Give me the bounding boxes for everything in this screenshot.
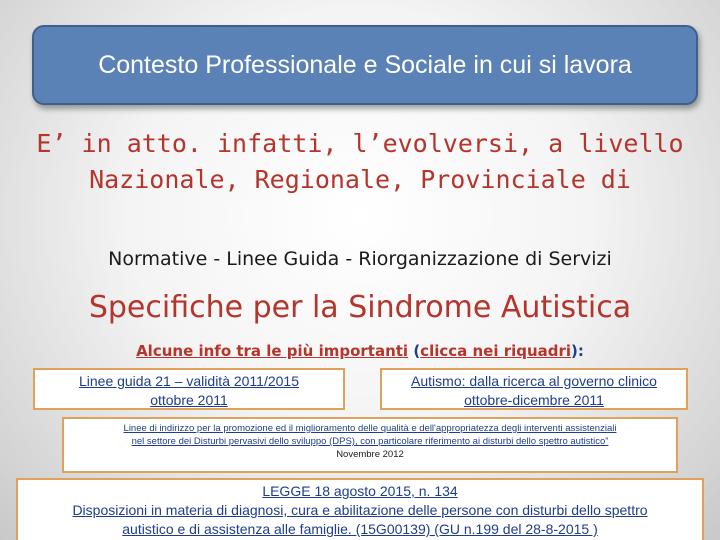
close-paren: ) [571,342,578,360]
specifiche-heading: Specifiche per la Sindrome Autistica [88,290,632,325]
linee-indirizzo-link-box[interactable] [62,417,678,473]
linee-guida-title[interactable]: Linee guida 21 – validità 2011/2015 [78,373,300,389]
legge-line-3[interactable]: autistico e di assistenza alle famiglie. (15G00139) (GU n.199 del 28-8-2015 ) [122,521,598,537]
autismo-date[interactable]: ottobre-dicembre 2011 [464,392,604,408]
normative-line: Normative - Linee Guida - Riorganizzazione di Servizi [108,248,612,270]
legge-title[interactable]: LEGGE 18 agosto 2015, n. 134 [262,483,458,499]
info-instruction-main: Alcune info tra le più importanti [136,342,409,360]
colon: : [577,342,584,360]
intro-line-2: Nazionale, Regionale, Provinciale di [89,165,631,194]
linee-indirizzo-line-1[interactable]: Linee di indirizzo per la promozione ed il miglioramento delle qualità e dell'appropriatezza degli interventi assistenziali [123,423,617,434]
intro-text [30,126,690,198]
click-instruction: clicca nei riquadri [420,342,572,360]
linee-indirizzo-date: Novembre 2012 [336,449,404,460]
legge-line-2[interactable]: Disposizioni in materia di diagnosi, cura e abilitazione delle persone con disturbi dello spettro [72,502,648,518]
title-banner [32,25,698,105]
intro-line-1: E’ in atto. infatti, l’evolversi, a livello [36,129,684,158]
autismo-title[interactable]: Autismo: dalla ricerca al governo clinico [411,373,657,389]
info-instruction [0,342,720,360]
open-paren: ( [413,342,421,360]
autismo-link-box[interactable] [380,368,688,410]
slide-title: Contesto Professionale e Sociale in cui si lavora [98,50,632,79]
linee-guida-link-box[interactable] [33,368,345,410]
legge-link-box[interactable] [16,478,704,540]
linee-indirizzo-line-2[interactable]: nel settore dei Disturbi pervasivi dello sviluppo (DPS), con particolare riferimento ai disturbi dello spettro autistico” [131,436,609,447]
linee-guida-date[interactable]: ottobre 2011 [150,392,228,408]
